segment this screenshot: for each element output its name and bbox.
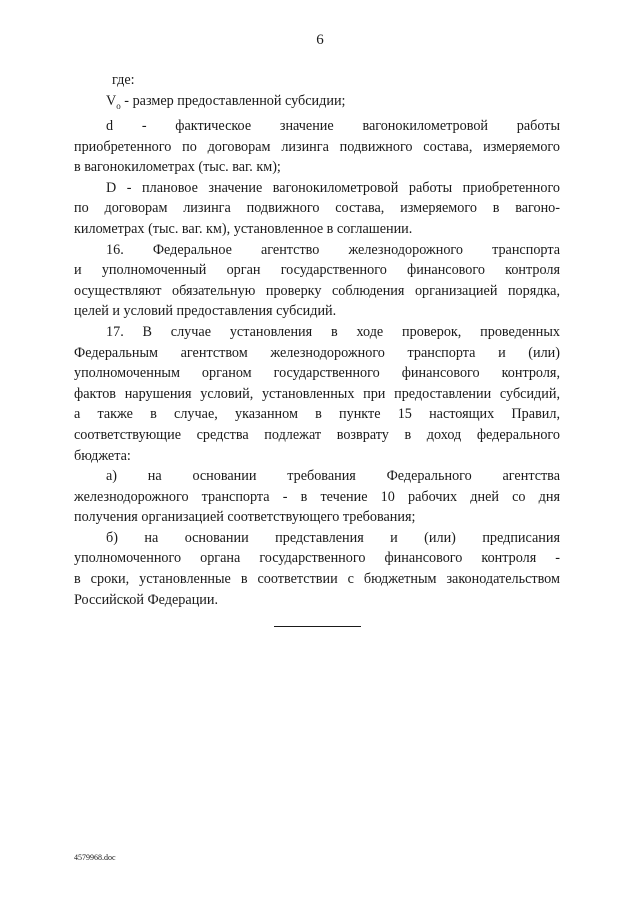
text-line: километрах (тыс. ваг. км), установленное в соглашении. [74,220,413,237]
text-line: а) на основании требования Федерального агентства [106,468,560,485]
text-line: и уполномоченный орган государственного финансового контроля [74,262,560,279]
page-number: 6 [316,32,324,48]
text-line: бюджета: [74,447,131,464]
text-line: 17. В случае установления в ходе проверок, проведенных [106,323,560,340]
text-line: а также в случае, указанном в пункте 15 настоящих Правил, [74,406,560,423]
text-line: Федеральным агентством железнодорожного транспорта и (или) [74,344,560,361]
symbol-v-subscript: o [116,100,121,111]
footer-file-code: 4579968.doc [74,853,116,862]
text-line: - размер предоставленной субсидии; [124,92,346,109]
text-line: целей и условий предоставления субсидий. [74,303,337,320]
text-line-vo [74,91,560,116]
text-line: D - плановое значение вагонокилометровой работы приобретенного [106,179,560,196]
text-line: уполномоченного органа государственного финансового контроля - [74,550,560,567]
text-line: Российской Федерации. [74,591,219,608]
text-line: уполномоченным органом государственного финансового контроля, [74,365,560,382]
text-line: приобретенного по договорам лизинга подвижного состава, измеряемого [74,138,560,155]
text-line: где: [112,72,135,88]
text-line: получения организацией соответствующего требования; [74,509,416,526]
separator-line [274,626,361,627]
text-line: соответствующие средства подлежат возврату в доход федерального [74,426,560,443]
text-line: d - фактическое значение вагонокилометровой работы [106,118,560,135]
document-body [74,70,560,610]
text-line: по договорам лизинга подвижного состава, измеряемого в вагоно- [74,200,560,217]
text-line: осуществляют обязательную проверку соблюдения организацией порядка, [74,282,560,299]
symbol-v: V [106,92,117,109]
text-line: фактов нарушения условий, установленных при предоставлении субсидий, [74,385,560,402]
text-line: б) на основании представления и (или) предписания [106,529,560,546]
text-line: железнодорожного транспорта - в течение 10 рабочих дней со дня [74,488,560,505]
text-line: 16. Федеральное агентство железнодорожного транспорта [106,241,560,258]
text-line: в вагонокилометрах (тыс. ваг. км); [74,159,281,176]
text-line: в сроки, установленные в соответствии с бюджетным законодательством [74,571,560,588]
